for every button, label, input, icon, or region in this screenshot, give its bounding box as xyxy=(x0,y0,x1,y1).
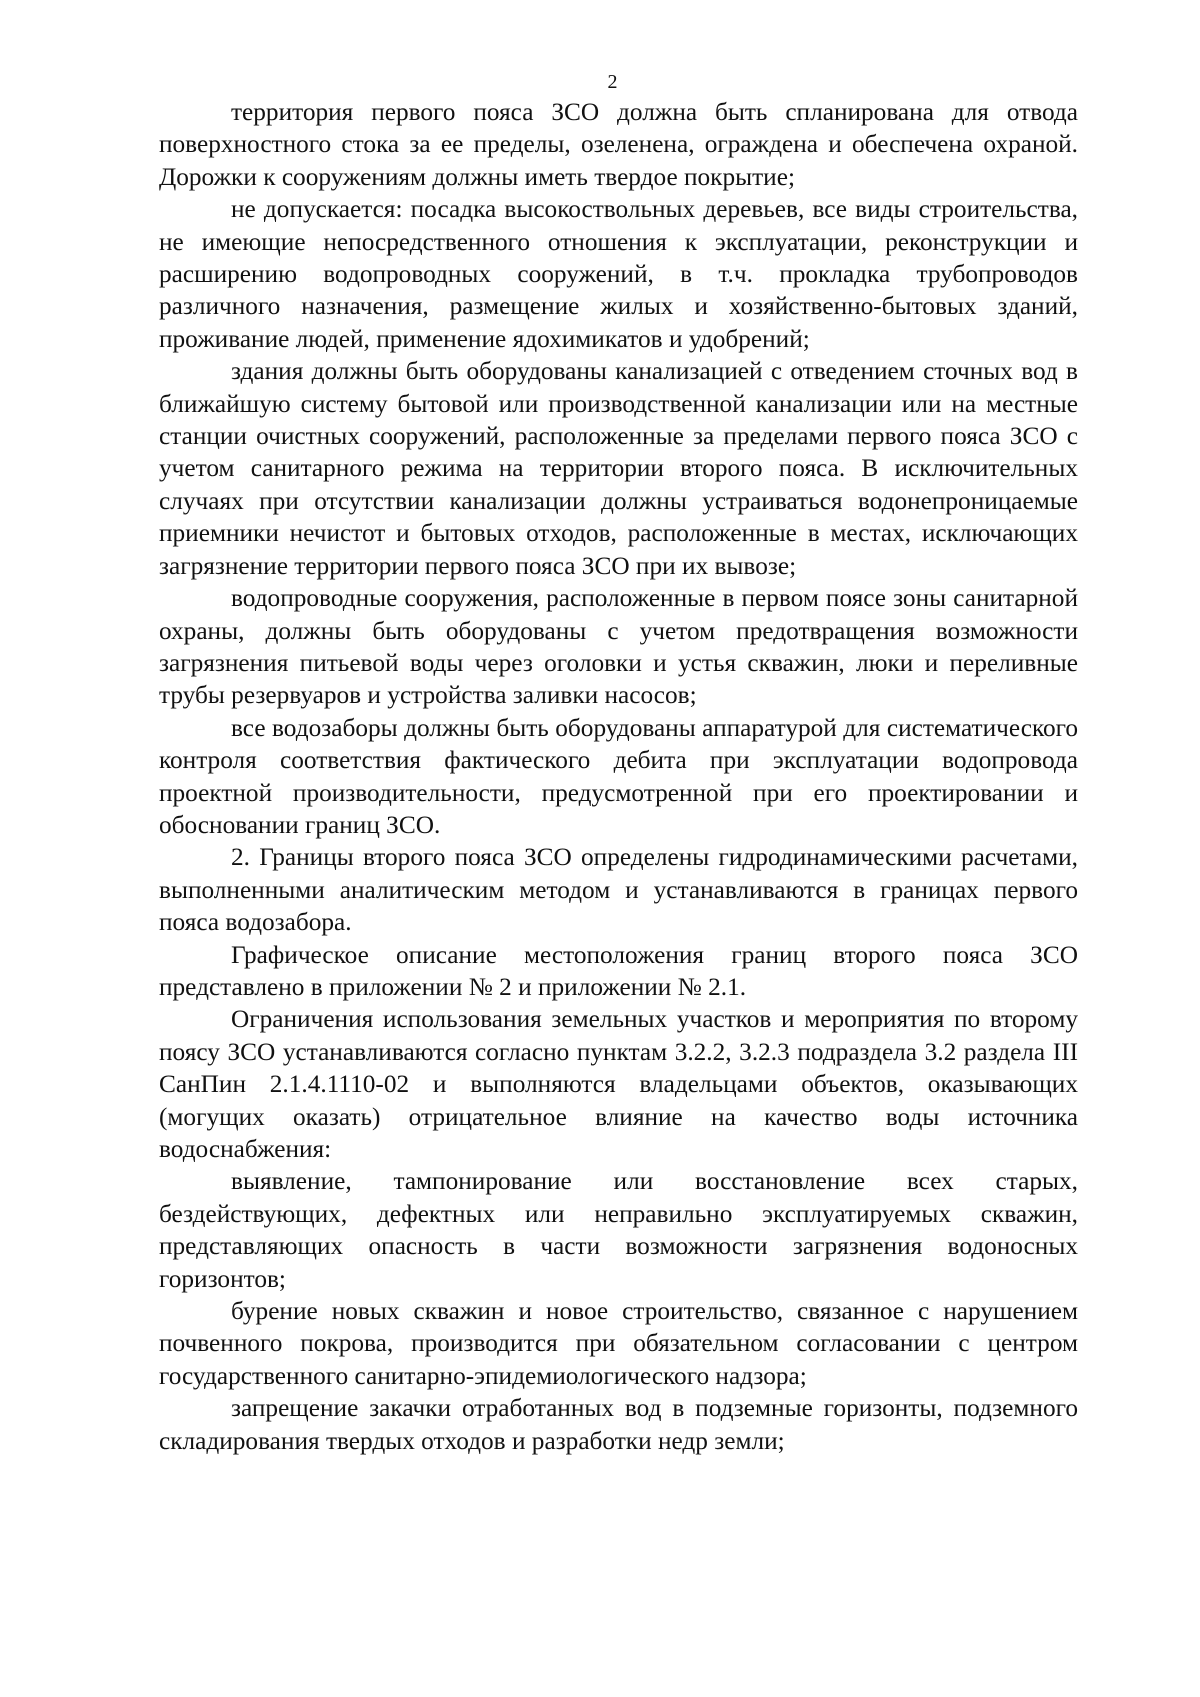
paragraph-water-facilities: водопроводные сооружения, расположенные в первом поясе зоны санитарной охраны, должны быть оборудованы с учетом предотвращения возможности загрязнения питьевой воды через оголовки и устья скважин, люки и переливные трубы резервуаров и устройства заливки насосов; xyxy=(159,584,1078,710)
paragraph-prohibited-activities: не допускается: посадка высокоствольных деревьев, все виды строительства, не имеющие непосредственного отношения к эксплуатации, реконструкции и расширению водопроводных сооружений, в т.ч. прокладка трубопроводов различного назначения, размещение жилых и хозяйственно-бытовых зданий, проживание людей, применение ядохимикатов и удобрений; xyxy=(159,195,1078,353)
document-body xyxy=(159,96,1078,1457)
paragraph-new-drilling: бурение новых скважин и новое строительство, связанное с нарушением почвенного покрова, производится при обязательном согласовании с центром государственного санитарно-эпидемиологического надзора; xyxy=(159,1297,1078,1390)
paragraph-first-belt-territory: территория первого пояса ЗСО должна быть спланирована для отвода поверхностного стока за ее пределы, озеленена, ограждена и обеспечена охраной. Дорожки к сооружениям должны иметь твердое покрытие; xyxy=(159,98,1078,191)
paragraph-sewerage-requirements: здания должны быть оборудованы канализацией с отведением сточных вод в ближайшую систему бытовой или производственной канализации или на местные станции очистных сооружений, расположенные за пределами первого пояса ЗСО с учетом санитарного режима на территории второго пояса. В исключительных случаях при отсутствии канализации должны устраиваться водонепроницаемые приемники нечистот и бытовых отходов, расположенные в местах, исключающих загрязнение территории первого пояса ЗСО при их вывозе; xyxy=(159,357,1078,580)
paragraph-second-belt-borders: 2. Границы второго пояса ЗСО определены гидродинамическими расчетами, выполненными аналитическим методом и устанавливаются в границах первого пояса водозабора. xyxy=(159,843,1078,937)
paragraph-injection-ban: запрещение закачки отработанных вод в подземные горизонты, подземного складирования твердых отходов и разработки недр земли; xyxy=(159,1394,1078,1455)
page-number: 2 xyxy=(607,71,618,93)
paragraph-wells-tamponage: выявление, тампонирование или восстановление всех старых, бездействующих, дефектных или неправильно эксплуатируемых скважин, представляющих опасность в части возможности загрязнения водоносных горизонтов; xyxy=(159,1167,1078,1293)
paragraph-water-intakes-equipment: все водозаборы должны быть оборудованы аппаратурой для систематического контроля соответствия фактического дебита при эксплуатации водопровода проектной производительности, предусмотренной при его проектировании и обосновании границ ЗСО. xyxy=(159,713,1078,839)
paragraph-graphic-description: Графическое описание местоположения границ второго пояса ЗСО представлено в приложении № 2 и приложении № 2.1. xyxy=(159,940,1078,1001)
paragraph-land-use-restrictions: Ограничения использования земельных участков и мероприятия по второму поясу ЗСО устанавливаются согласно пунктам 3.2.2, 3.2.3 подраздела 3.2 раздела III СанПин 2.1.4.1110-02 и выполняются владельцами объектов, оказывающих (могущих оказать) отрицательное влияние на качество воды источника водоснабжения: xyxy=(159,1005,1078,1163)
